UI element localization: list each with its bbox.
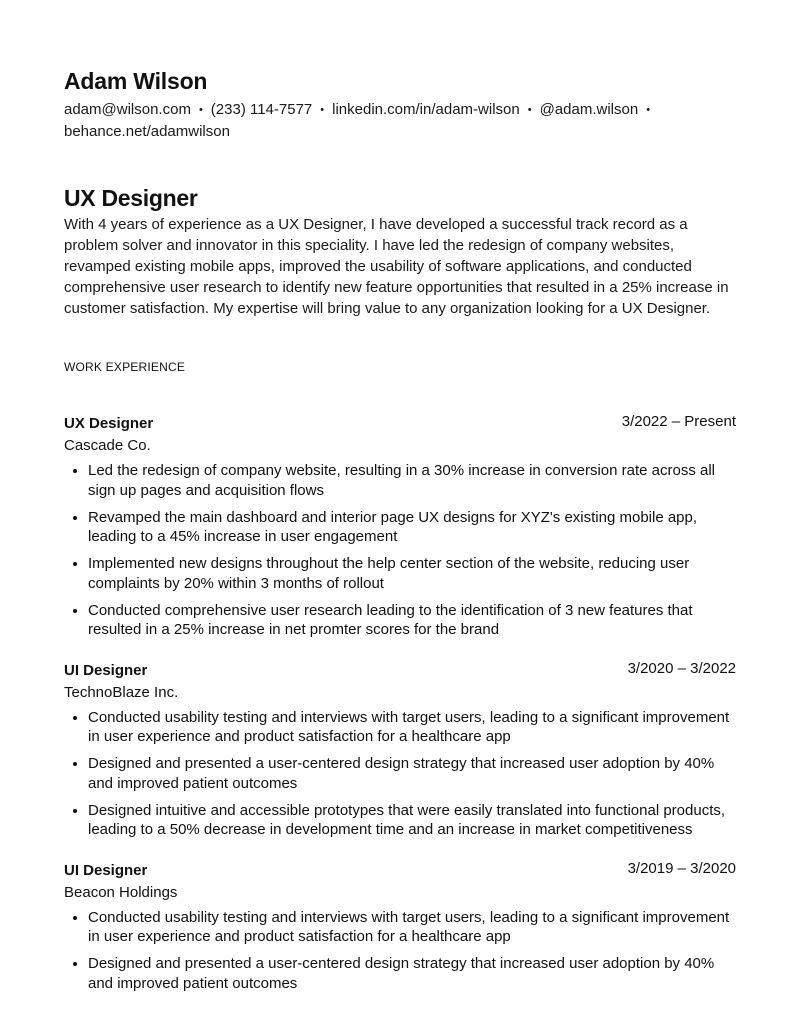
job-bullets (64, 461, 736, 640)
job-bullet: • Led the redesign of company website, resulting in a 30% increase in conversion rate across all sign up pages and acquisition flows (88, 461, 736, 500)
job-bullet: • Revamped the main dashboard and interior page UX designs for XYZ's existing mobile app, leading to a 45% increase in user engagement (88, 508, 736, 547)
resume-page (64, 66, 736, 1001)
job-bullet: • Conducted usability testing and interviews with target users, leading to a significant improvement in user experience and product satisfaction for a healthcare app (88, 708, 736, 747)
job-dates: 3/2020 – 3/2022 (627, 659, 736, 677)
job-bullet: • Designed intuitive and accessible prototypes that were easily translated into functional products, leading to a 50% decrease in development time and an increase in market competitiveness (88, 801, 736, 840)
contact-behance[interactable]: behance.net/adamwilson (64, 123, 230, 140)
contact-email[interactable]: adam@wilson.com (64, 101, 191, 118)
job-entry (64, 413, 736, 640)
job-bullets (64, 708, 736, 840)
separator-dot: • (198, 104, 203, 116)
job-title: UX Designer (64, 415, 154, 432)
job-bullet: • Conducted usability testing and interviews with target users, leading to a significant improvement in user experience and product satisfaction for a healthcare app (88, 908, 736, 947)
profile-headline: UX Designer (64, 185, 198, 211)
candidate-name: Adam Wilson (64, 68, 208, 94)
contact-handle[interactable]: @adam.wilson (539, 101, 639, 118)
work-experience-heading: WORK EXPERIENCE (64, 360, 186, 374)
job-title: UI Designer (64, 661, 148, 679)
separator-dot: • (646, 104, 651, 116)
job-company: TechnoBlaze Inc. (64, 683, 179, 701)
job-company: Beacon Holdings (64, 883, 178, 901)
job-bullet: • Conducted comprehensive user research leading to the identification of 3 new features that resulted in a 25% increase in net promter scores for the brand (88, 601, 736, 640)
job-company: Cascade Co. (64, 437, 151, 454)
job-bullet: • Implemented new designs throughout the help center section of the website, reducing user complaints by 20% within 3 months of rollout (88, 554, 736, 593)
job-dates: 3/2022 – Present (621, 413, 736, 430)
job-entry (64, 660, 736, 840)
separator-dot: • (320, 104, 325, 116)
job-bullet: • Designed and presented a user-centered design strategy that increased user adoption by 40% and improved patient outcomes (88, 754, 736, 793)
job-bullets (64, 908, 736, 994)
contact-phone[interactable]: (233) 114-7577 (210, 101, 313, 118)
job-entry (64, 860, 736, 994)
contact-line (64, 99, 736, 142)
contact-linkedin[interactable]: linkedin.com/in/adam-wilson (332, 101, 520, 118)
job-bullet: • Designed and presented a user-centered design strategy that increased user adoption by 40% and improved patient outcomes (88, 954, 736, 993)
separator-dot: • (527, 104, 532, 116)
job-dates: 3/2019 – 3/2020 (627, 859, 736, 877)
profile-summary: With 4 years of experience as a UX Designer, I have developed a successful track record as a problem solver and innovator in this speciality. I have led the redesign of company websites, revamped existing mobile apps, improved the usability of software applications, and conducted comprehensive user research to identify new feature opportunities that resulted in a 25% increase in customer satisfaction. My expertise will bring value to any organization looking for a UX Designer. (64, 216, 729, 317)
job-title: UI Designer (64, 861, 148, 879)
